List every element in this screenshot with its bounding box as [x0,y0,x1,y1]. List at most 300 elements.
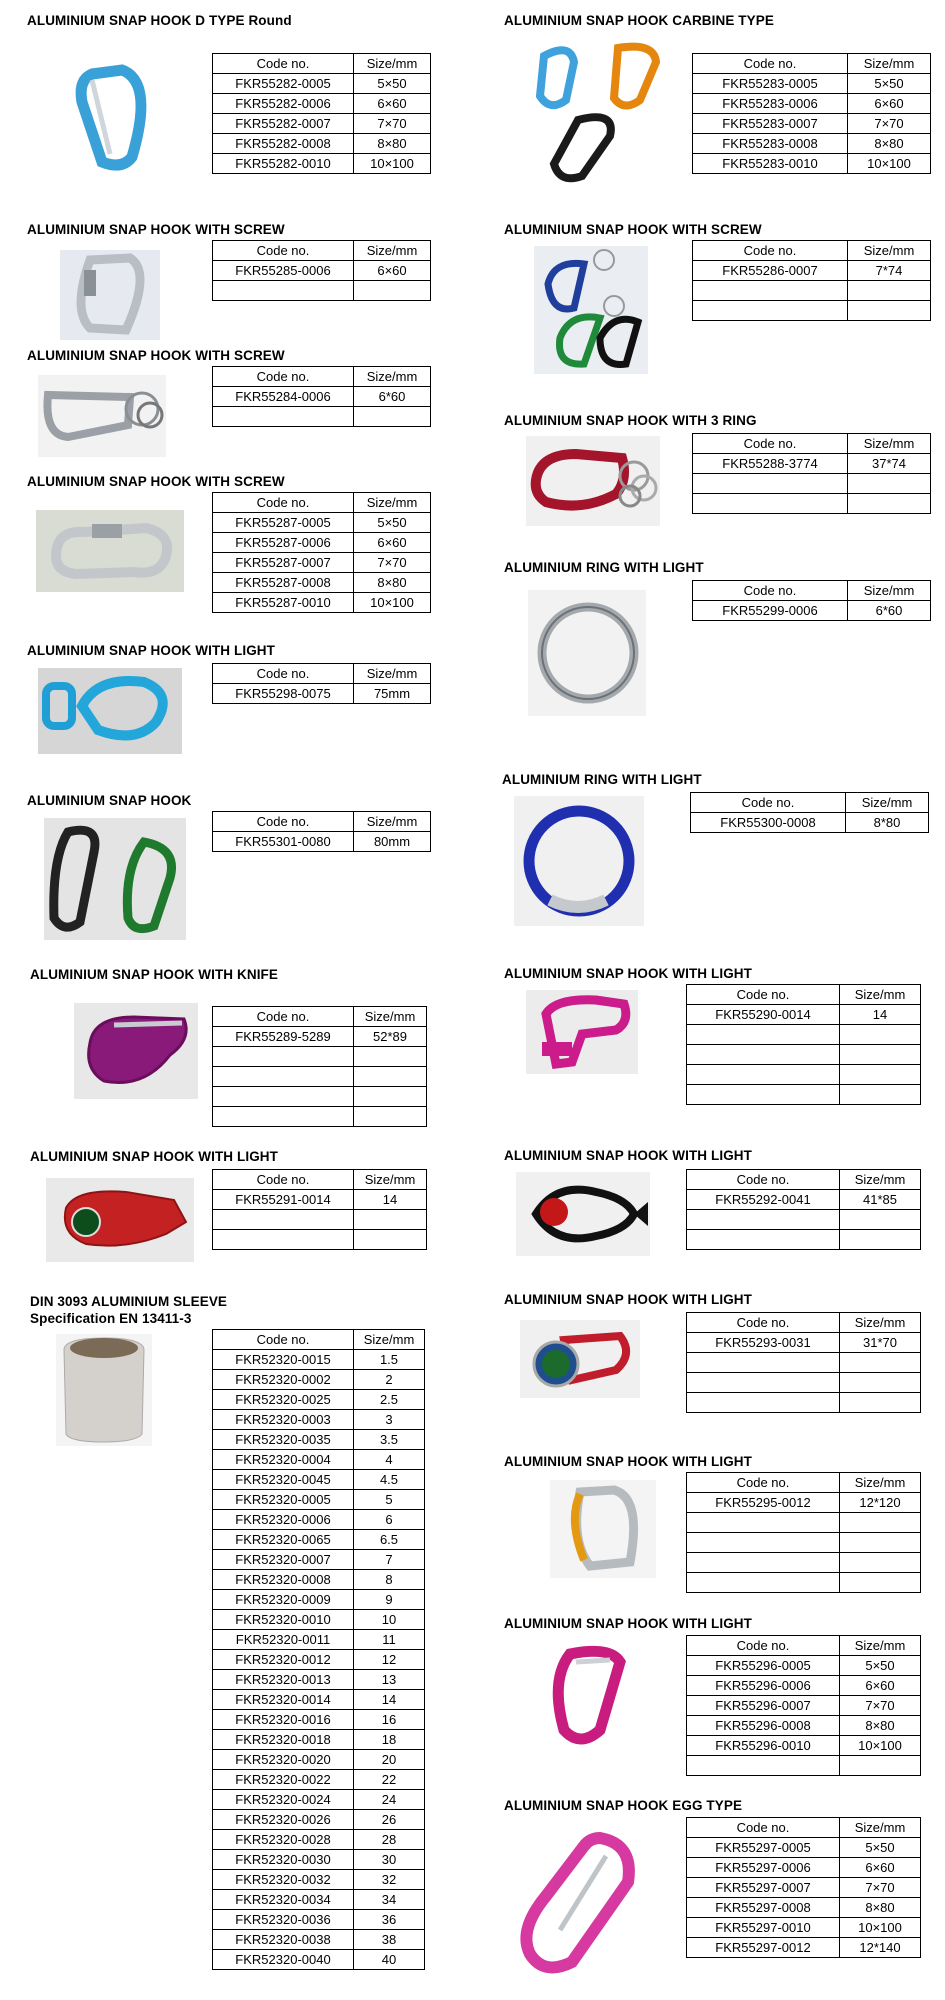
size-cell: 8×80 [354,573,431,593]
spec-table [212,1169,427,1250]
table-row [213,94,431,114]
size-cell: 10×100 [848,154,931,174]
red-hook-three-rings-image [526,436,660,526]
code-cell: FKR52320-0026 [213,1810,354,1830]
size-cell: 40 [354,1950,425,1970]
size-cell: 5×50 [840,1656,921,1676]
code-cell [687,1210,840,1230]
table-row [213,1027,427,1047]
code-cell: FKR55285-0006 [213,261,354,281]
table-row [687,1373,921,1393]
table-row [687,1065,921,1085]
size-cell: 4.5 [354,1470,425,1490]
size-cell: 7*74 [848,261,931,281]
table-row [213,1890,425,1910]
header-size: Size/mm [848,54,931,74]
size-cell: 6*60 [848,601,931,621]
code-cell [687,1025,840,1045]
code-cell: FKR52320-0013 [213,1670,354,1690]
table-row [213,1750,425,1770]
size-cell: 6×60 [354,533,431,553]
size-cell: 22 [354,1770,425,1790]
keyring-carabiners-image [534,246,648,374]
section-title: ALUMINIUM SNAP HOOK WITH LIGHT [504,966,752,981]
table-row [213,407,431,427]
size-cell [848,301,931,321]
table-row [213,1770,425,1790]
spec-table [212,240,431,301]
spec-table [686,1472,921,1593]
table-row [687,1005,921,1025]
code-cell: FKR55287-0007 [213,553,354,573]
section-title: ALUMINIUM SNAP HOOK WITH LIGHT [27,643,275,658]
table-row [213,1670,425,1690]
table-row [213,1087,427,1107]
size-cell: 7 [354,1550,425,1570]
table-row [213,1870,425,1890]
code-cell: FKR52320-0009 [213,1590,354,1610]
spec-table [686,1817,921,1958]
code-cell [687,1045,840,1065]
section-title: ALUMINIUM SNAP HOOK CARBINE TYPE [504,13,774,28]
size-cell: 32 [354,1870,425,1890]
header-code: Code no. [213,664,354,684]
header-code: Code no. [213,1007,354,1027]
table-row [687,1190,921,1210]
code-cell: FKR52320-0022 [213,1770,354,1790]
size-cell: 16 [354,1710,425,1730]
header-code: Code no. [687,1818,840,1838]
size-cell: 7×70 [840,1696,921,1716]
table-row [213,1830,425,1850]
code-cell: FKR52320-0003 [213,1410,354,1430]
code-cell: FKR55282-0010 [213,154,354,174]
header-code: Code no. [693,241,848,261]
code-cell: FKR52320-0035 [213,1430,354,1450]
spec-table [686,1169,921,1250]
header-size: Size/mm [354,812,431,832]
header-size: Size/mm [840,1818,921,1838]
header-code: Code no. [213,241,354,261]
size-cell [354,1067,427,1087]
size-cell: 1.5 [354,1350,425,1370]
table-row [687,1756,921,1776]
code-cell [213,1047,354,1067]
code-cell: FKR55287-0008 [213,573,354,593]
table-row [213,513,431,533]
table-row [687,1333,921,1353]
size-cell: 12*120 [840,1493,921,1513]
size-cell: 2 [354,1370,425,1390]
table-row [213,1610,425,1630]
table-row [693,281,931,301]
size-cell [840,1756,921,1776]
size-cell: 7×70 [354,553,431,573]
spec-table [212,663,431,704]
section-title: ALUMINIUM SNAP HOOK WITH KNIFE [30,967,278,982]
size-cell: 38 [354,1930,425,1950]
orange-silver-hook-image [550,1480,656,1578]
header-code: Code no. [687,1313,840,1333]
table-row [687,1918,921,1938]
table-row [693,134,931,154]
spec-table [686,984,921,1105]
size-cell [840,1085,921,1105]
table-row [693,74,931,94]
header-size: Size/mm [848,434,931,454]
table-row [213,261,431,281]
table-row [687,1656,921,1676]
spec-table [692,240,931,321]
table-row [213,832,431,852]
table-row [693,474,931,494]
size-cell [840,1513,921,1533]
size-cell: 28 [354,1830,425,1850]
code-cell: FKR55283-0008 [693,134,848,154]
section-title: ALUMINIUM SNAP HOOK WITH SCREW [27,474,285,489]
size-cell: 41*85 [840,1190,921,1210]
code-cell: FKR55289-5289 [213,1027,354,1047]
table-row [213,74,431,94]
code-cell [213,1067,354,1087]
section-title: ALUMINIUM RING WITH LIGHT [502,772,702,787]
size-cell: 9 [354,1590,425,1610]
header-code: Code no. [687,985,840,1005]
table-row [693,454,931,474]
size-cell: 24 [354,1790,425,1810]
header-size: Size/mm [840,985,921,1005]
section-title: ALUMINIUM RING WITH LIGHT [504,560,704,575]
blue-ring-image [514,796,644,926]
section-title: ALUMINIUM SNAP HOOK WITH LIGHT [30,1149,278,1164]
code-cell: FKR55296-0008 [687,1716,840,1736]
size-cell: 11 [354,1630,425,1650]
size-cell: 6×60 [840,1676,921,1696]
header-code: Code no. [687,1473,840,1493]
table-row [687,1858,921,1878]
size-cell: 8×80 [848,134,931,154]
table-row [687,1676,921,1696]
size-cell: 26 [354,1810,425,1830]
code-cell: FKR55292-0041 [687,1190,840,1210]
spec-table [690,792,929,833]
code-cell [693,281,848,301]
size-cell [840,1230,921,1250]
table-row [687,1938,921,1958]
silver-screw-carabiner-image [60,250,160,340]
size-cell [840,1393,921,1413]
table-row [693,601,931,621]
code-cell: FKR55286-0007 [693,261,848,281]
size-cell: 14 [354,1690,425,1710]
size-cell: 4 [354,1450,425,1470]
table-row [213,1370,425,1390]
size-cell: 6×60 [354,94,431,114]
header-code: Code no. [693,581,848,601]
spec-table [212,1329,425,1970]
silver-screw-snap-hook-image [36,510,184,592]
code-cell: FKR55282-0008 [213,134,354,154]
header-size: Size/mm [840,1636,921,1656]
header-code: Code no. [693,434,848,454]
table-row [213,1470,425,1490]
table-row [213,1630,425,1650]
size-cell: 6.5 [354,1530,425,1550]
header-size: Size/mm [354,664,431,684]
size-cell: 5×50 [354,513,431,533]
section-title: ALUMINIUM SNAP HOOK WITH LIGHT [504,1454,752,1469]
magenta-carabiner-image [540,1640,640,1752]
colored-carabiners-image [530,36,670,184]
code-cell: FKR52320-0011 [213,1630,354,1650]
size-cell: 8×80 [840,1716,921,1736]
black-green-carabiners-image [44,818,186,940]
size-cell: 37*74 [848,454,931,474]
blue-d-carabiner-image [62,62,162,172]
table-row [213,154,431,174]
table-row [213,134,431,154]
table-row [213,593,431,613]
table-row [693,154,931,174]
size-cell: 7×70 [354,114,431,134]
code-cell: FKR55297-0007 [687,1878,840,1898]
aluminium-sleeve-image [56,1334,152,1446]
table-row [687,1838,921,1858]
code-cell: FKR55283-0010 [693,154,848,174]
size-cell: 8*80 [846,813,929,833]
size-cell: 5×50 [848,74,931,94]
code-cell [213,281,354,301]
header-code: Code no. [213,1170,354,1190]
size-cell: 13 [354,1670,425,1690]
code-cell: FKR55298-0075 [213,684,354,704]
code-cell: FKR52320-0065 [213,1530,354,1550]
table-row [213,1410,425,1430]
table-row [687,1045,921,1065]
size-cell [840,1045,921,1065]
code-cell: FKR55297-0006 [687,1858,840,1878]
code-cell: FKR55287-0005 [213,513,354,533]
red-compass-light-carabiner-image [46,1178,194,1262]
header-size: Size/mm [840,1473,921,1493]
size-cell: 36 [354,1910,425,1930]
table-row [687,1533,921,1553]
silver-ring-image [528,590,646,716]
size-cell [840,1065,921,1085]
section-title: ALUMINIUM SNAP HOOK WITH LIGHT [504,1292,752,1307]
section-title: ALUMINIUM SNAP HOOK WITH 3 RING [504,413,757,428]
code-cell [213,1107,354,1127]
code-cell: FKR55291-0014 [213,1190,354,1210]
header-size: Size/mm [354,367,431,387]
spec-table [212,811,431,852]
code-cell: FKR52320-0020 [213,1750,354,1770]
size-cell [354,1210,427,1230]
table-row [213,1510,425,1530]
size-cell [354,407,431,427]
code-cell: FKR55290-0014 [687,1005,840,1025]
code-cell: FKR55288-3774 [693,454,848,474]
section-title-text: DIN 3093 ALUMINIUM SLEEVE [30,1294,228,1309]
size-cell: 8×80 [354,134,431,154]
table-row [213,573,431,593]
size-cell: 5 [354,1490,425,1510]
table-row [687,1736,921,1756]
table-row [691,813,929,833]
table-row [213,114,431,134]
silver-snap-hook-with-rings-image [38,375,166,457]
section-title [30,1293,227,1327]
section-title: ALUMINIUM SNAP HOOK D TYPE Round [27,13,292,28]
table-row [693,94,931,114]
code-cell [693,301,848,321]
size-cell [840,1373,921,1393]
size-cell: 10×100 [840,1918,921,1938]
table-row [687,1513,921,1533]
pink-egg-carabiner-image [510,1826,642,1976]
spec-table [212,492,431,613]
header-code: Code no. [213,367,354,387]
size-cell: 5×50 [354,74,431,94]
size-cell [840,1025,921,1045]
code-cell: FKR55283-0006 [693,94,848,114]
header-code: Code no. [693,54,848,74]
header-size: Size/mm [354,54,431,74]
spec-table [212,53,431,174]
size-cell: 14 [840,1005,921,1025]
table-row [213,1810,425,1830]
size-cell: 14 [354,1190,427,1210]
table-row [687,1553,921,1573]
size-cell [848,281,931,301]
header-code: Code no. [213,54,354,74]
table-row [213,684,431,704]
size-cell: 7×70 [840,1878,921,1898]
section-title: ALUMINIUM SNAP HOOK [27,793,192,808]
section-title: ALUMINIUM SNAP HOOK WITH SCREW [504,222,762,237]
code-cell: FKR55296-0006 [687,1676,840,1696]
size-cell: 5×50 [840,1838,921,1858]
header-size: Size/mm [848,581,931,601]
code-cell: FKR52320-0004 [213,1450,354,1470]
table-row [213,1490,425,1510]
size-cell: 12 [354,1650,425,1670]
header-size: Size/mm [354,493,431,513]
code-cell: FKR52320-0012 [213,1650,354,1670]
code-cell [213,1210,354,1230]
size-cell: 10 [354,1610,425,1630]
table-row [687,1716,921,1736]
table-row [213,1730,425,1750]
code-cell: FKR52320-0024 [213,1790,354,1810]
table-row [213,1107,427,1127]
code-cell: FKR55283-0005 [693,74,848,94]
code-cell [687,1513,840,1533]
size-cell [848,474,931,494]
table-row [213,1690,425,1710]
header-code: Code no. [691,793,846,813]
header-size: Size/mm [840,1313,921,1333]
size-cell: 31*70 [840,1333,921,1353]
table-row [687,1696,921,1716]
table-row [693,261,931,281]
table-row [687,1210,921,1230]
code-cell: FKR55300-0008 [691,813,846,833]
code-cell: FKR55297-0010 [687,1918,840,1938]
table-row [213,1190,427,1210]
table-row [213,1047,427,1067]
code-cell: FKR55299-0006 [693,601,848,621]
size-cell: 3 [354,1410,425,1430]
code-cell: FKR52320-0036 [213,1910,354,1930]
table-row [687,1393,921,1413]
code-cell: FKR52320-0016 [213,1710,354,1730]
table-row [213,1930,425,1950]
size-cell: 8 [354,1570,425,1590]
code-cell: FKR55296-0005 [687,1656,840,1676]
code-cell [693,494,848,514]
size-cell: 30 [354,1850,425,1870]
table-row [687,1353,921,1373]
code-cell: FKR52320-0040 [213,1950,354,1970]
size-cell: 20 [354,1750,425,1770]
blue-swivel-snap-hook-image [38,668,182,754]
size-cell: 6×60 [354,261,431,281]
spec-table [212,1006,427,1127]
size-cell: 6 [354,1510,425,1530]
code-cell: FKR52320-0025 [213,1390,354,1410]
size-cell: 10×100 [840,1736,921,1756]
spec-table [686,1635,921,1776]
pink-flashlight-hook-image [526,990,638,1074]
size-cell: 6×60 [848,94,931,114]
section-title: ALUMINIUM SNAP HOOK WITH LIGHT [504,1148,752,1163]
code-cell: FKR55287-0006 [213,533,354,553]
size-cell: 10×100 [354,154,431,174]
section-title: ALUMINIUM SNAP HOOK WITH LIGHT [504,1616,752,1631]
table-row [213,1530,425,1550]
table-row [213,533,431,553]
section-title: ALUMINIUM SNAP HOOK WITH SCREW [27,348,285,363]
size-cell: 52*89 [354,1027,427,1047]
table-row [687,1878,921,1898]
code-cell: FKR52320-0005 [213,1490,354,1510]
size-cell [354,1047,427,1067]
code-cell: FKR55283-0007 [693,114,848,134]
section-title: ALUMINIUM SNAP HOOK EGG TYPE [504,1798,743,1813]
code-cell: FKR52320-0014 [213,1690,354,1710]
size-cell [840,1573,921,1593]
code-cell: FKR55282-0005 [213,74,354,94]
table-row [213,1710,425,1730]
code-cell: FKR52320-0007 [213,1550,354,1570]
table-row [687,1898,921,1918]
code-cell: FKR52320-0038 [213,1930,354,1950]
table-row [213,1430,425,1450]
table-row [693,494,931,514]
size-cell [354,281,431,301]
table-row [693,114,931,134]
header-size: Size/mm [846,793,929,813]
size-cell [354,1107,427,1127]
table-row [213,1650,425,1670]
size-cell: 8×80 [840,1898,921,1918]
size-cell: 6×60 [840,1858,921,1878]
size-cell [354,1230,427,1250]
size-cell: 3.5 [354,1430,425,1450]
table-row [213,1590,425,1610]
code-cell [687,1553,840,1573]
